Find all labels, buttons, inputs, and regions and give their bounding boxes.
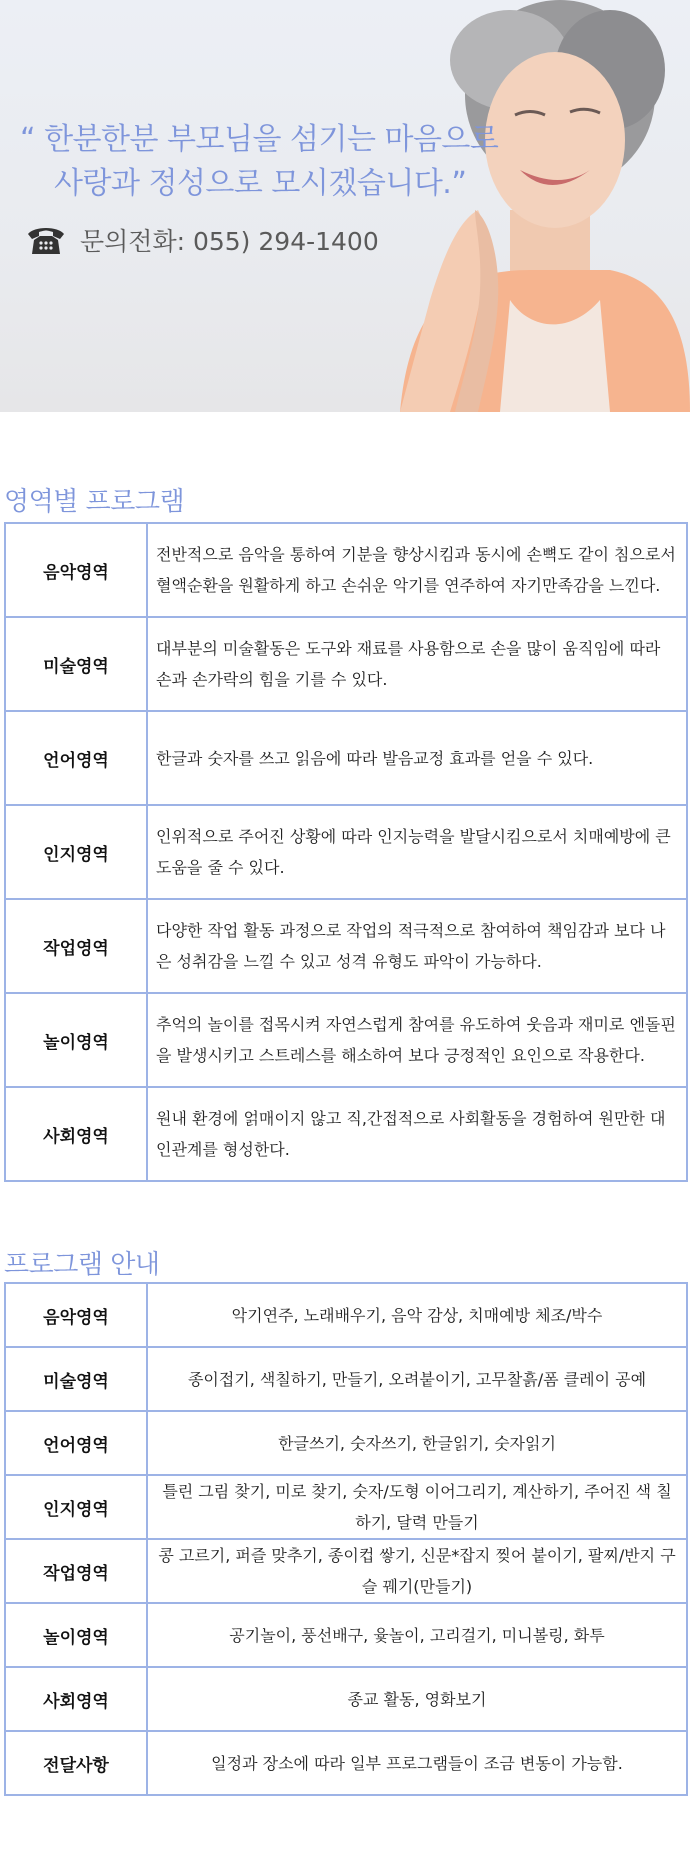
row-area-label: 사회영역 (5, 1667, 147, 1731)
row-area-label: 음악영역 (5, 1283, 147, 1347)
row-area-label: 미술영역 (5, 1347, 147, 1411)
row-area-label: 언어영역 (5, 711, 147, 805)
row-description: 틀린 그림 찾기, 미로 찾기, 숫자/도형 이어그리기, 계산하기, 주어진 색 칠하기, 달력 만들기 (147, 1475, 687, 1539)
telephone-icon (26, 224, 66, 256)
row-area-label: 음악영역 (5, 523, 147, 617)
row-description: 일정과 장소에 따라 일부 프로그램들이 조금 변동이 가능함. (147, 1731, 687, 1795)
section-title-program-guide: 프로그램 안내 (4, 1250, 160, 1280)
table-row (5, 1283, 687, 1347)
row-area-label: 전달사항 (5, 1731, 147, 1795)
section-title-programs-by-area: 영역별 프로그램 (4, 487, 185, 517)
table-row (5, 805, 687, 899)
programs-by-area-table (4, 522, 688, 1182)
row-description: 인위적으로 주어진 상황에 따라 인지능력을 발달시킴으로서 치매예방에 큰 도움을 줄 수 있다. (147, 805, 687, 899)
row-description: 대부분의 미술활동은 도구와 재료를 사용함으로 손을 많이 움직임에 따라 손과 손가락의 힘을 기를 수 있다. (147, 617, 687, 711)
elderly-woman-illustration (360, 0, 690, 412)
table-row (5, 1411, 687, 1475)
row-description: 추억의 놀이를 접목시켜 자연스럽게 참여를 유도하여 웃음과 재미로 엔돌핀을 발생시키고 스트레스를 해소하여 보다 긍정적인 요인으로 작용한다. (147, 993, 687, 1087)
phone-text: 문의전화: 055) 294-1400 (80, 227, 379, 256)
table-row (5, 1087, 687, 1181)
table-row (5, 899, 687, 993)
row-description: 한글쓰기, 숫자쓰기, 한글읽기, 숫자읽기 (147, 1411, 687, 1475)
hero-quote (20, 118, 498, 206)
row-area-label: 작업영역 (5, 1539, 147, 1603)
table-row (5, 1539, 687, 1603)
table-row (5, 993, 687, 1087)
row-area-label: 놀이영역 (5, 993, 147, 1087)
row-description: 공기놀이, 풍선배구, 윷놀이, 고리걸기, 미니볼링, 화투 (147, 1603, 687, 1667)
row-area-label: 인지영역 (5, 805, 147, 899)
row-area-label: 작업영역 (5, 899, 147, 993)
row-description: 종교 활동, 영화보기 (147, 1667, 687, 1731)
table-row (5, 1667, 687, 1731)
program-guide-table (4, 1282, 688, 1796)
hero-quote-line2: 사랑과 정성으로 모시겠습니다.” (54, 166, 467, 201)
row-description: 종이접기, 색칠하기, 만들기, 오려붙이기, 고무찰흙/폼 클레이 공예 (147, 1347, 687, 1411)
table-row (5, 523, 687, 617)
row-description: 전반적으로 음악을 통하여 기분을 향상시킴과 동시에 손뼉도 같이 침으로서 혈액순환을 원활하게 하고 손쉬운 악기를 연주하여 자기만족감을 느낀다. (147, 523, 687, 617)
row-area-label: 미술영역 (5, 617, 147, 711)
table-row (5, 617, 687, 711)
hero-banner (0, 0, 690, 412)
row-description: 원내 환경에 얽매이지 않고 직,간접적으로 사회활동을 경험하여 원만한 대인관계를 형성한다. (147, 1087, 687, 1181)
table-row (5, 1731, 687, 1795)
table-row (5, 1603, 687, 1667)
row-description: 다양한 작업 활동 과정으로 작업의 적극적으로 참여하여 책임감과 보다 나은 성취감을 느낄 수 있고 성격 유형도 파악이 가능하다. (147, 899, 687, 993)
table-row (5, 1475, 687, 1539)
row-description: 한글과 숫자를 쓰고 읽음에 따라 발음교정 효과를 얻을 수 있다. (147, 711, 687, 805)
hero-quote-line1: “ 한분한분 부모님을 섬기는 마음으로 (20, 122, 499, 157)
row-description: 악기연주, 노래배우기, 음악 감상, 치매예방 체조/박수 (147, 1283, 687, 1347)
table-row (5, 1347, 687, 1411)
row-area-label: 놀이영역 (5, 1603, 147, 1667)
table-row (5, 711, 687, 805)
row-area-label: 사회영역 (5, 1087, 147, 1181)
row-description: 콩 고르기, 퍼즐 맞추기, 종이컵 쌓기, 신문*잡지 찢어 붙이기, 팔찌/반지 구슬 꿰기(만들기) (147, 1539, 687, 1603)
phone-contact (26, 222, 379, 258)
row-area-label: 언어영역 (5, 1411, 147, 1475)
row-area-label: 인지영역 (5, 1475, 147, 1539)
